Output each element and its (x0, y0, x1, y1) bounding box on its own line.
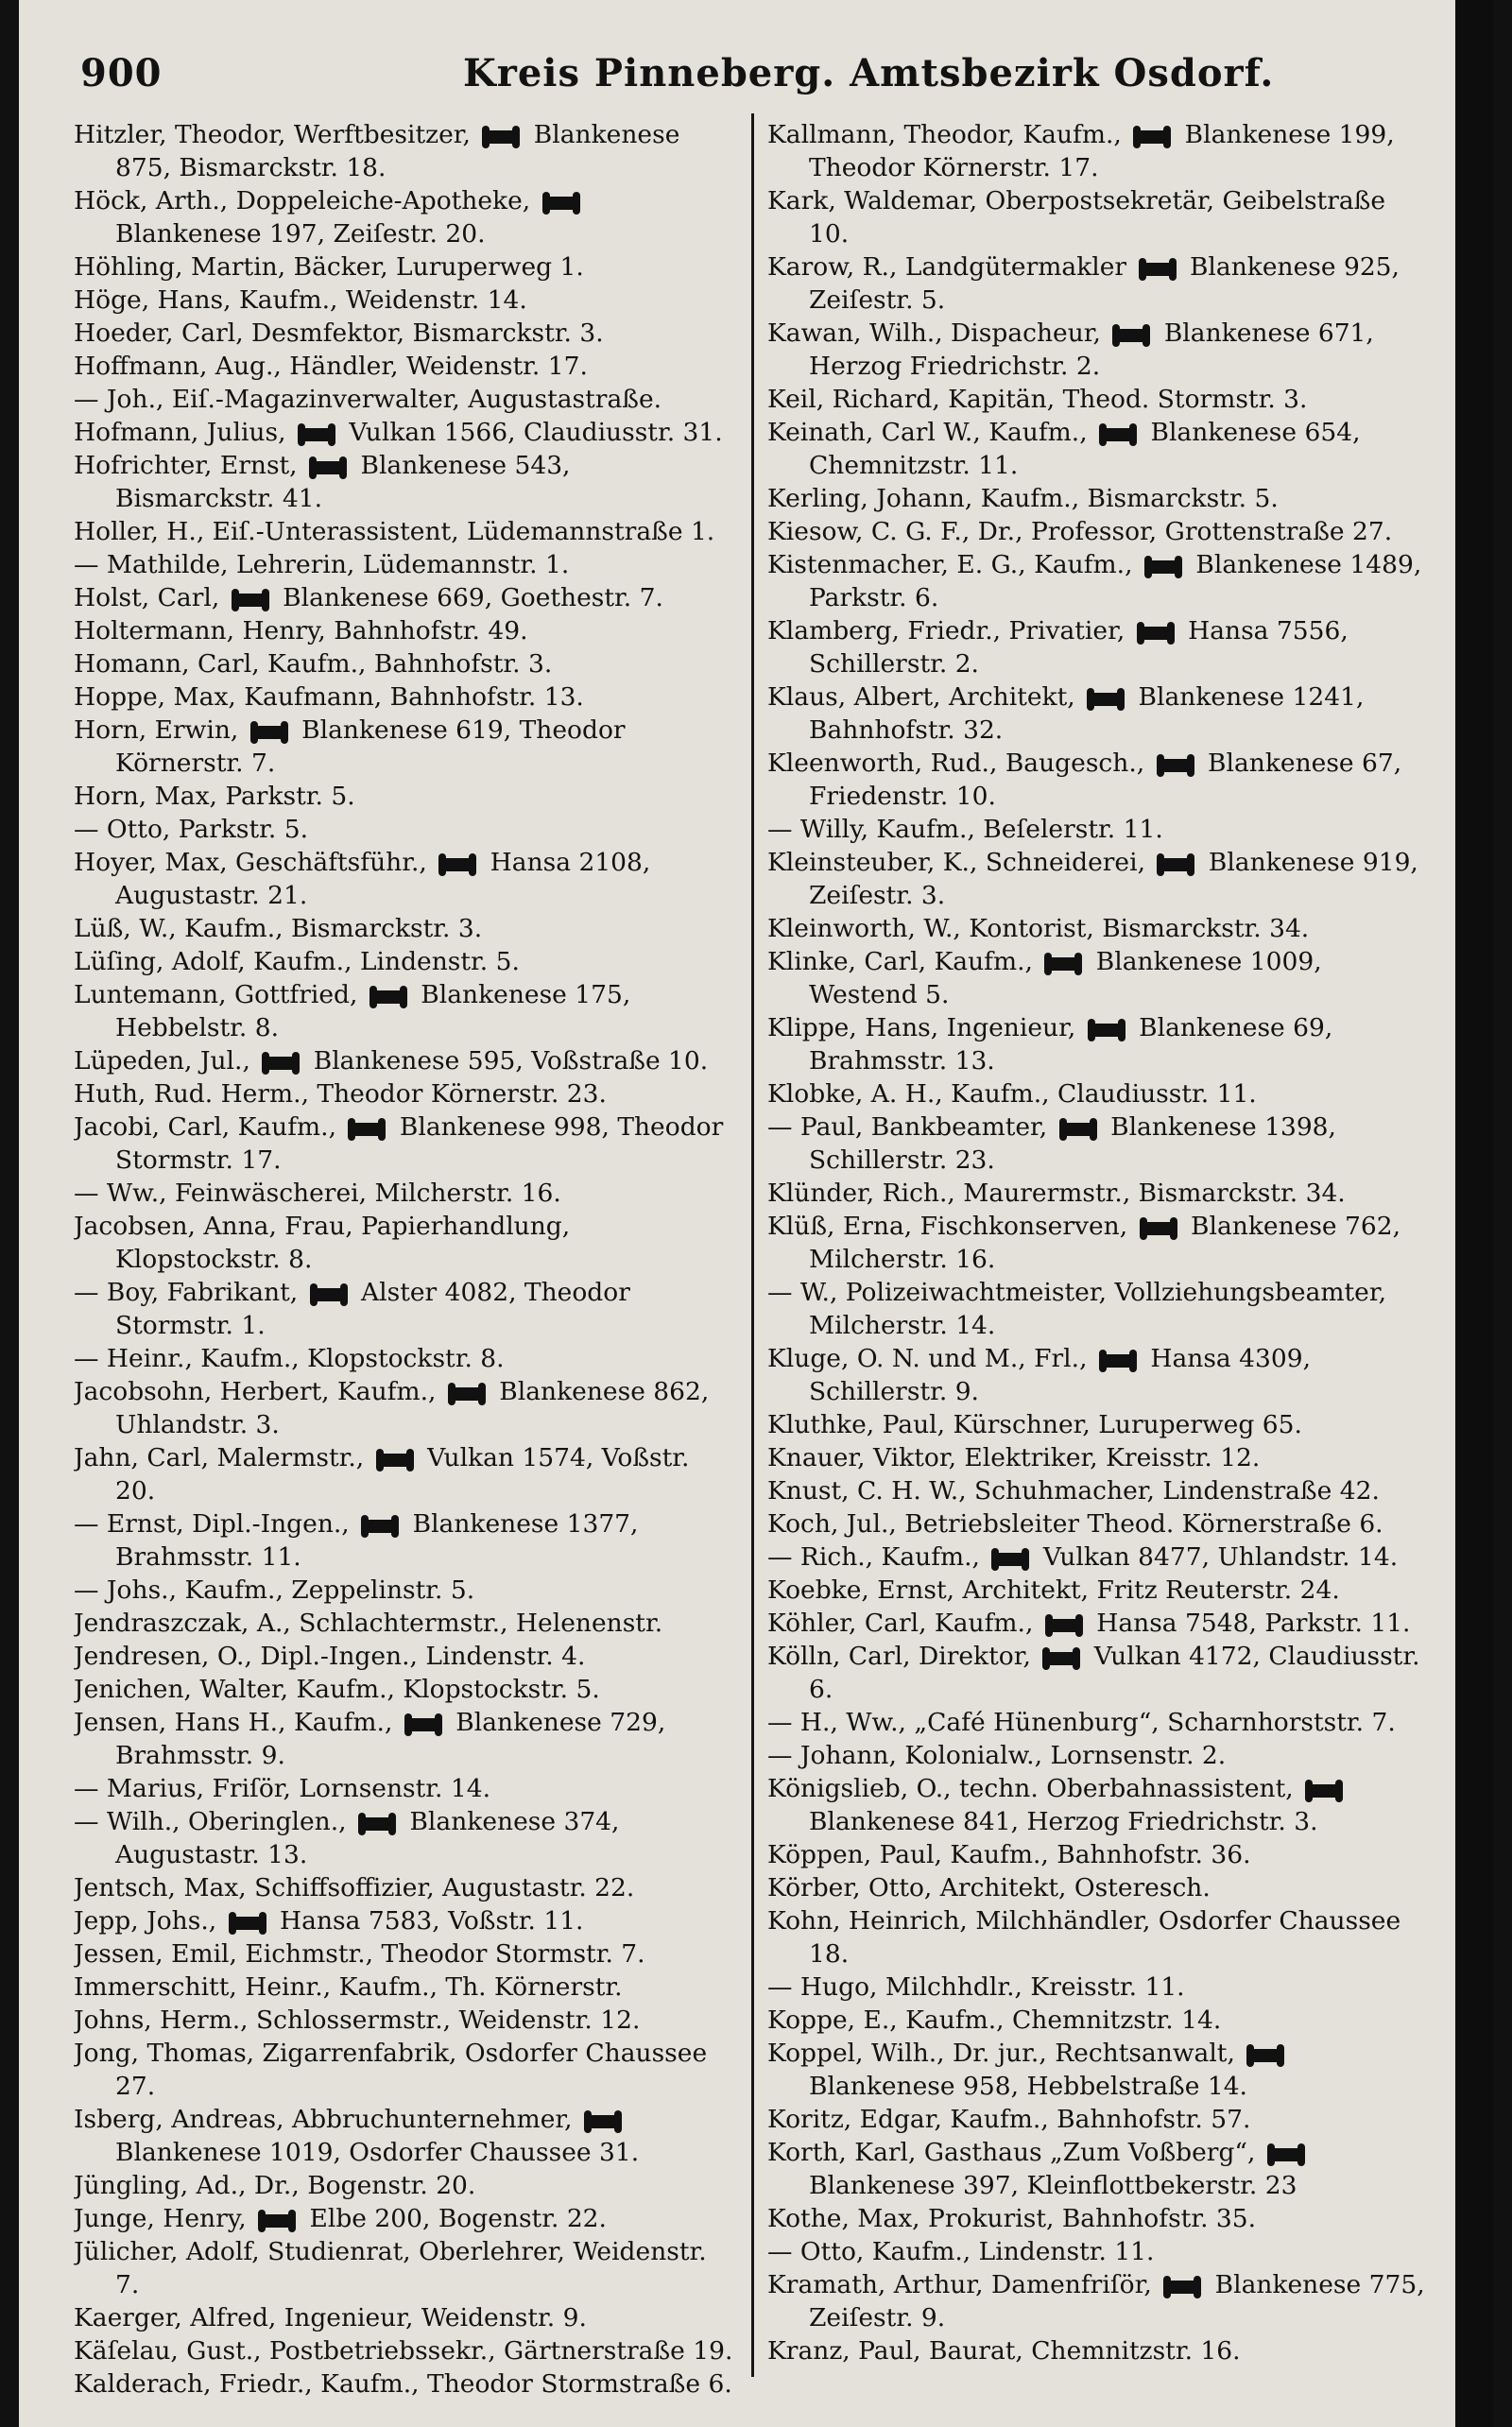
directory-entry (767, 1474, 1429, 1507)
entry-text: Blankenese 775, Zeiſestr. 9. (809, 2270, 1425, 2332)
telephone-icon (450, 1387, 484, 1401)
directory-entry (74, 647, 735, 680)
entry-text: Blankenese 998, Theodor Stormstr. 17. (115, 1112, 724, 1175)
directory-entry (74, 2202, 735, 2235)
telephone-icon (1047, 1619, 1081, 1632)
telephone-icon (1146, 560, 1180, 574)
telephone-icon (1101, 428, 1135, 441)
telephone-icon (1248, 2049, 1282, 2062)
telephone-icon (1139, 627, 1173, 640)
telephone-icon (993, 1553, 1027, 1566)
directory-entry (74, 250, 735, 284)
entry-text: Blankenese 1377, Brahmsstr. 11. (115, 1509, 639, 1572)
entry-text: — Otto, Kaufm., Lindenstr. 11. (767, 2237, 1155, 2266)
telephone-icon (1046, 957, 1080, 971)
telephone-icon (1061, 1123, 1095, 1136)
directory-entry (74, 945, 735, 978)
entry-text: — Willy, Kaufm., Beſelerstr. 11. (767, 815, 1163, 844)
telephone-icon (440, 858, 474, 871)
directory-entry (767, 1110, 1429, 1177)
entry-text: Vulkan 1574, Voßstr. 20. (115, 1443, 690, 1506)
telephone-icon (311, 461, 345, 474)
entry-text: Blankenese 1009, Westend 5. (809, 947, 1322, 1009)
entry-text: Klaus, Albert, Architekt, (767, 682, 1084, 712)
entry-text: Kölln, Carl, Direktor, (767, 1642, 1040, 1671)
entry-text: Kleenworth, Rud., Baugesch., (767, 749, 1153, 778)
entry-text: Holtermann, Henry, Bahnhofstr. 49. (74, 616, 528, 645)
directory-entry (767, 912, 1429, 945)
directory-entry (767, 515, 1429, 548)
entry-text: Blankenese 69, Brahmsstr. 13. (809, 1013, 1333, 1076)
entry-text: Kistenmacher, E. G., Kaufm., (767, 550, 1141, 579)
directory-entry (767, 1276, 1429, 1342)
entry-text: Isberg, Andreas, Abbruchunternehmer, (74, 2105, 581, 2134)
directory-entry (74, 2301, 735, 2334)
directory-entry (74, 416, 735, 449)
directory-entry (74, 383, 735, 416)
entry-text: Koebke, Ernst, Architekt, Fritz Reuterstr. 24. (767, 1575, 1340, 1605)
entry-text: — Marius, Friſör, Lornsenstr. 14. (74, 1774, 491, 1803)
entry-text: Jahn, Carl, Malermstr., (74, 1443, 372, 1472)
directory-entry (767, 1838, 1429, 1871)
directory-entry (74, 714, 735, 780)
entry-text: — Paul, Bankbeamter, (767, 1112, 1056, 1142)
directory-entry (767, 747, 1429, 813)
directory-entry (74, 284, 735, 317)
entry-text: Blankenese 919, Zeiſestr. 3. (809, 848, 1418, 910)
directory-entry (74, 2367, 735, 2401)
directory-entry (767, 1772, 1429, 1838)
telephone-icon (1089, 693, 1123, 706)
entry-text: Jong, Thomas, Zigarrenfabrik, Osdorfer Chaussee 27. (74, 2039, 708, 2101)
directory-entry (74, 2037, 735, 2103)
entry-text: — Johann, Kolonialw., Lornsenstr. 2. (767, 1741, 1227, 1770)
directory-entry (74, 1772, 735, 1805)
directory-entry (767, 1607, 1429, 1640)
entry-text: Blankenese 875, Bismarckstr. 18. (115, 120, 680, 182)
directory-entry (767, 2268, 1429, 2334)
entry-text: Huth, Rud. Herm., Theodor Körnerstr. 23. (74, 1079, 607, 1109)
directory-entry (767, 614, 1429, 680)
entry-text: Blankenese 762, Milcherstr. 16. (809, 1212, 1401, 1274)
entry-text: — Joh., Eiſ.-Magazinverwalter, Augustastraße. (74, 385, 662, 414)
directory-entry (74, 515, 735, 548)
telephone-icon (1165, 2281, 1199, 2294)
entry-text: Blankenese 619, Theodor Körnerstr. 7. (115, 715, 626, 778)
entry-text: Kluthke, Paul, Kürschner, Luruperweg 65. (767, 1410, 1302, 1439)
directory-entry (767, 1177, 1429, 1210)
entry-text: Höck, Arth., Doppeleiche-Apotheke, (74, 186, 539, 215)
entry-text: Jendresen, O., Dipl.-Ingen., Lindenstr. 4. (74, 1642, 586, 1671)
directory-entry (74, 1507, 735, 1574)
entry-text: Vulkan 8477, Uhlandstr. 14. (1035, 1542, 1399, 1572)
directory-entry (767, 1507, 1429, 1541)
entry-text: Blankenese 595, Voßstraße 10. (305, 1046, 709, 1076)
directory-entry (74, 350, 735, 383)
entry-text: Blankenese 1241, Bahnhofstr. 32. (809, 682, 1365, 745)
entry-text: Holler, H., Eiſ.-Unterassistent, Lüdemannstraße 1. (74, 517, 715, 546)
entry-text: Klobke, A. H., Kaufm., Claudiusstr. 11. (767, 1079, 1257, 1109)
directory-entry (767, 846, 1429, 912)
entry-text: Jacobsohn, Herbert, Kaufm., (74, 1377, 444, 1406)
telephone-icon (1044, 1652, 1078, 1665)
entry-text: Hoffmann, Aug., Händler, Weidenstr. 17. (74, 352, 588, 381)
directory-entry (767, 1541, 1429, 1574)
entry-text: Lüſing, Adolf, Kaufm., Lindenstr. 5. (74, 947, 520, 976)
entry-text: Hansa 7556, Schillerstr. 2. (809, 616, 1349, 679)
entry-text: Jendraszczak, A., Schlachtermstr., Helenenstr. (74, 1609, 663, 1638)
telephone-icon (350, 1123, 384, 1136)
directory-entry (767, 1739, 1429, 1772)
directory-entry (767, 2202, 1429, 2235)
directory-entry (767, 416, 1429, 482)
entry-text: Klippe, Hans, Ingenieur, (767, 1013, 1084, 1042)
directory-entry (74, 1574, 735, 1607)
entry-text: Hoeder, Carl, Desmfektor, Bismarckstr. 3. (74, 318, 604, 348)
entry-text: — Wilh., Oberinglen., (74, 1807, 355, 1836)
entry-text: Blankenese 397, Kleinflottbekerstr. 23 (809, 2171, 1297, 2200)
entry-text: Hansa 2108, Augustastr. 21. (115, 848, 651, 910)
entry-text: Klünder, Rich., Maurermstr., Bismarckstr. 34. (767, 1179, 1346, 1208)
telephone-icon (378, 1454, 412, 1467)
page-edge (1455, 0, 1493, 2427)
telephone-icon (231, 1917, 265, 1930)
directory-entry (74, 2103, 735, 2169)
entry-text: Blankenese 862, Uhlandstr. 3. (115, 1377, 710, 1439)
directory-entry (74, 1342, 735, 1375)
entry-text: Immerschitt, Heinr., Kaufm., Th. Körnerstr. (74, 1972, 623, 2002)
telephone-icon (1159, 759, 1193, 772)
entry-text: — Ernst, Dipl.-Ingen., (74, 1509, 358, 1539)
directory-entry (767, 2334, 1429, 2367)
telephone-icon (406, 1718, 440, 1731)
directory-entry (767, 1871, 1429, 1904)
directory-entry (767, 945, 1429, 1011)
entry-text: Kleinworth, W., Kontorist, Bismarckstr. 34. (767, 914, 1310, 943)
directory-entry (74, 780, 735, 813)
entry-text: Kluge, O. N. und M., Frl., (767, 1344, 1095, 1373)
entry-text: Kohn, Heinrich, Milchhändler, Osdorfer Chaussee 18. (767, 1906, 1401, 1969)
entry-text: Hoppe, Max, Kaufmann, Bahnhofstr. 13. (74, 682, 584, 712)
directory-entry (74, 548, 735, 581)
directory-entry (74, 449, 735, 515)
entry-text: Kiesow, C. G. F., Dr., Professor, Grottenstraße 27. (767, 517, 1393, 546)
entry-text: Blankenese 374, Augustastr. 13. (115, 1807, 620, 1869)
entry-text: Vulkan 1566, Claudiusstr. 31. (340, 418, 723, 447)
directory-entry (767, 813, 1429, 846)
directory-entry (74, 912, 735, 945)
entry-text: — Rich., Kaufm., (767, 1542, 988, 1572)
entry-text: Hansa 7583, Voßstr. 11. (271, 1906, 584, 1936)
directory-entry (767, 1441, 1429, 1474)
entry-text: Lüpeden, Jul., (74, 1046, 259, 1076)
entry-text: Köhler, Carl, Kaufm., (767, 1609, 1041, 1638)
entry-text: Johns, Herm., Schlossermstr., Weidenstr. 12. (74, 2005, 641, 2035)
entry-text: Koppe, E., Kaufm., Chemnitzstr. 14. (767, 2005, 1222, 2035)
telephone-icon (1141, 263, 1175, 276)
entry-text: Höge, Hans, Kaufm., Weidenstr. 14. (74, 285, 527, 315)
directory-entry (767, 2037, 1429, 2103)
entry-text: Jensen, Hans H., Kaufm., (74, 1708, 401, 1737)
telephone-icon (264, 1057, 298, 1070)
directory-entry (74, 1210, 735, 1276)
entry-text: Käſelau, Gust., Postbetriebssekr., Gärtnerstraße 19. (74, 2336, 733, 2366)
page-number: 900 (80, 51, 163, 95)
entry-text: Knust, C. H. W., Schuhmacher, Lindenstraße 42. (767, 1476, 1380, 1506)
entry-text: Horn, Max, Parkstr. 5. (74, 782, 355, 811)
entry-text: Blankenese 199, Theodor Körnerstr. 17. (809, 120, 1395, 182)
directory-entry (767, 250, 1429, 317)
entry-text: Jentsch, Max, Schiffsoffizier, Augustastr. 22. (74, 1873, 635, 1902)
directory-entry (74, 813, 735, 846)
entry-text: Kerling, Johann, Kaufm., Bismarckstr. 5. (767, 484, 1279, 513)
directory-entry (74, 184, 735, 250)
telephone-icon (1101, 1354, 1135, 1368)
entry-text: Karow, R., Landgütermakler (767, 252, 1135, 282)
directory-entry (767, 548, 1429, 614)
directory-entry (767, 1011, 1429, 1077)
entry-text: — Ww., Feinwäscherei, Milcherstr. 16. (74, 1179, 561, 1208)
entry-text: Jepp, Johs., (74, 1906, 225, 1936)
entry-text: Körber, Otto, Architekt, Osteresch. (767, 1873, 1211, 1902)
entry-text: — Johs., Kaufm., Zeppelinstr. 5. (74, 1575, 475, 1605)
directory-entry (74, 1706, 735, 1772)
directory-entry (74, 978, 735, 1044)
entry-text: Kallmann, Theodor, Kaufm., (767, 120, 1130, 149)
entry-text: Königslieb, O., techn. Oberbahnassistent, (767, 1774, 1302, 1803)
directory-entry (767, 1574, 1429, 1607)
entry-text: Kalderach, Friedr., Kaufm., Theodor Stormstraße 6. (74, 2369, 732, 2399)
telephone-icon (233, 594, 267, 607)
entry-text: Koppel, Wilh., Dr. jur., Rechtsanwalt, (767, 2039, 1244, 2068)
entry-text: Homann, Carl, Kaufm., Bahnhofstr. 3. (74, 649, 553, 679)
entry-text: Blankenese 1398, Schillerstr. 23. (809, 1112, 1336, 1175)
entry-text: Keil, Richard, Kapitän, Theod. Stormstr. 3. (767, 385, 1308, 414)
entry-text: Klamberg, Friedr., Privatier, (767, 616, 1133, 645)
telephone-icon (300, 428, 334, 441)
entry-text: — Boy, Fabrikant, (74, 1278, 306, 1307)
page-title: Kreis Pinneberg. Amtsbezirk Osdorf. (463, 51, 1275, 95)
directory-entry (74, 2004, 735, 2037)
telephone-icon (312, 1288, 346, 1301)
directory-entry (767, 2136, 1429, 2202)
left-column (74, 118, 735, 2405)
entry-text: Blankenese 654, Chemnitzstr. 11. (809, 418, 1361, 480)
telephone-icon (1307, 1784, 1341, 1798)
telephone-icon (371, 990, 405, 1004)
directory-entry (74, 680, 735, 714)
directory-page (19, 0, 1493, 2427)
entry-text: Hitzler, Theodor, Werftbesitzer, (74, 120, 479, 149)
entry-text: Kark, Waldemar, Oberpostsekretär, Geibelstraße 10. (767, 186, 1386, 249)
directory-entry (767, 1640, 1429, 1706)
entry-text: Jacobi, Carl, Kaufm., (74, 1112, 345, 1142)
telephone-icon (1090, 1024, 1124, 1037)
entry-text: Kranz, Paul, Baurat, Chemnitzstr. 16. (767, 2336, 1241, 2366)
directory-entry (74, 1937, 735, 1971)
entry-text: Jüngling, Ad., Dr., Bogenstr. 20. (74, 2171, 476, 2200)
directory-entry (74, 846, 735, 912)
column-divider (751, 113, 754, 2377)
entry-text: — Otto, Parkstr. 5. (74, 815, 309, 844)
entry-text: Blankenese 175, Hebbelstr. 8. (115, 980, 631, 1042)
telephone-icon (1159, 858, 1193, 871)
entry-text: Lüß, W., Kaufm., Bismarckstr. 3. (74, 914, 483, 943)
entry-text: Jessen, Emil, Eichmstr., Theodor Stormstr. 7. (74, 1939, 645, 1969)
directory-entry (767, 383, 1429, 416)
telephone-icon (260, 2214, 294, 2228)
directory-entry (767, 1077, 1429, 1110)
entry-text: Junge, Henry, (74, 2204, 255, 2233)
directory-entry (767, 1342, 1429, 1408)
telephone-icon (363, 1520, 397, 1533)
entry-text: Kothe, Max, Prokurist, Bahnhofstr. 35. (767, 2204, 1257, 2233)
directory-entry (74, 1177, 735, 1210)
telephone-icon (252, 726, 286, 739)
entry-text: Jacobsen, Anna, Frau, Papierhandlung, Klopstockstr. 8. (74, 1212, 571, 1274)
directory-entry (74, 1673, 735, 1706)
entry-text: Jülicher, Adolf, Studienrat, Oberlehrer, Weidenstr. 7. (74, 2237, 707, 2299)
page-header (57, 47, 1474, 104)
entry-text: Blankenese 67, Friedenstr. 10. (809, 749, 1402, 811)
entry-text: Kleinsteuber, K., Schneiderei, (767, 848, 1154, 877)
telephone-icon (586, 2115, 620, 2128)
directory-entry (74, 1971, 735, 2004)
entry-text: Hofrichter, Ernst, (74, 451, 306, 480)
entry-text: Alster 4082, Theodor Stormstr. 1. (115, 1278, 630, 1340)
entry-text: Blankenese 1489, Parkstr. 6. (809, 550, 1422, 612)
entry-text: Klinke, Carl, Kaufm., (767, 947, 1041, 976)
entry-text: — Heinr., Kaufm., Klopstockstr. 8. (74, 1344, 505, 1373)
entry-text: Kramath, Arthur, Damenfriſör, (767, 2270, 1160, 2299)
telephone-icon (544, 197, 578, 210)
directory-entry (74, 1276, 735, 1342)
entry-text: Blankenese 925, Zeiſestr. 5. (809, 252, 1400, 315)
directory-entry (74, 1077, 735, 1110)
entry-text: Keinath, Carl W., Kaufm., (767, 418, 1096, 447)
entry-text: Kawan, Wilh., Dispacheur, (767, 318, 1109, 348)
entry-text: Jenichen, Walter, Kaufm., Klopstockstr. 5. (74, 1675, 600, 1704)
entry-text: Horn, Erwin, (74, 715, 247, 745)
entry-text: — W., Polizeiwachtmeister, Vollziehungsbeamter, Milcherstr. 14. (767, 1278, 1387, 1340)
entry-text: Elbe 200, Bogenstr. 22. (301, 2204, 607, 2233)
directory-entry (767, 2004, 1429, 2037)
telephone-icon (484, 130, 518, 144)
telephone-icon (1269, 2148, 1303, 2161)
directory-entry (767, 1706, 1429, 1739)
entry-text: — Hugo, Milchhdlr., Kreisstr. 11. (767, 1972, 1185, 2002)
entry-text: Blankenese 543, Bismarckstr. 41. (115, 451, 571, 513)
entry-text: Koritz, Edgar, Kaufm., Bahnhofstr. 57. (767, 2105, 1251, 2134)
directory-entry (767, 1971, 1429, 2004)
directory-entry (74, 614, 735, 647)
entry-text: Hansa 7548, Parkstr. 11. (1088, 1609, 1411, 1638)
telephone-icon (360, 1817, 394, 1831)
directory-entry (74, 1375, 735, 1441)
entry-text: Blankenese 197, Zeiſestr. 20. (115, 219, 486, 249)
entry-text: Koch, Jul., Betriebsleiter Theod. Körnerstraße 6. (767, 1509, 1383, 1539)
directory-entry (767, 317, 1429, 383)
entry-text: Holst, Carl, (74, 583, 228, 612)
entry-text: — H., Ww., „Café Hünenburg“, Scharnhorststr. 7. (767, 1708, 1396, 1737)
entry-text: Hoyer, Max, Geschäftsführ., (74, 848, 436, 877)
directory-entry (74, 2334, 735, 2367)
entry-text: Hansa 4309, Schillerstr. 9. (809, 1344, 1312, 1406)
entry-text: Köppen, Paul, Kaufm., Bahnhofstr. 36. (767, 1840, 1251, 1869)
directory-entry (74, 118, 735, 184)
entry-text: Knauer, Viktor, Elektriker, Kreisstr. 12. (767, 1443, 1261, 1472)
directory-entry (767, 680, 1429, 747)
telephone-icon (1142, 1222, 1176, 1235)
directory-entry (74, 1044, 735, 1077)
entry-text: Luntemann, Gottfried, (74, 980, 366, 1009)
directory-entry (74, 2169, 735, 2202)
directory-entry (767, 482, 1429, 515)
entry-text: Kaerger, Alfred, Ingenieur, Weidenstr. 9. (74, 2303, 587, 2332)
right-column (767, 118, 1429, 2405)
directory-entry (767, 1210, 1429, 1276)
directory-entry (767, 2235, 1429, 2268)
entry-text: Blankenese 958, Hebbelstraße 14. (809, 2072, 1247, 2101)
telephone-icon (1135, 130, 1169, 144)
directory-entry (74, 317, 735, 350)
entry-text: Blankenese 669, Goethestr. 7. (274, 583, 663, 612)
directory-entry (74, 1805, 735, 1871)
directory-entry (767, 2103, 1429, 2136)
entry-text: — Mathilde, Lehrerin, Lüdemannstr. 1. (74, 550, 570, 579)
directory-entry (74, 1871, 735, 1904)
telephone-icon (1114, 329, 1148, 342)
directory-entry (767, 1408, 1429, 1441)
directory-entry (74, 1904, 735, 1937)
entry-text: Korth, Karl, Gasthaus „Zum Voßberg“, (767, 2138, 1263, 2167)
directory-entry (767, 1904, 1429, 1971)
entry-text: Hofmann, Julius, (74, 418, 294, 447)
directory-entry (74, 2235, 735, 2301)
entry-text: Höhling, Martin, Bäcker, Luruperweg 1. (74, 252, 584, 282)
entry-text: Blankenese 841, Herzog Friedrichstr. 3. (809, 1807, 1318, 1836)
entry-text: Vulkan 4172, Claudiusstr. 6. (809, 1642, 1420, 1704)
directory-entry (74, 581, 735, 614)
entry-text: Blankenese 729, Brahmsstr. 9. (115, 1708, 666, 1770)
entry-text: Blankenese 1019, Osdorfer Chaussee 31. (115, 2138, 640, 2167)
directory-entry (767, 118, 1429, 184)
directory-entry (74, 1607, 735, 1640)
directory-entry (74, 1110, 735, 1177)
entry-text: Klüß, Erna, Fischkonserven, (767, 1212, 1136, 1241)
entry-text: Blankenese 671, Herzog Friedrichstr. 2. (809, 318, 1374, 381)
directory-entry (767, 184, 1429, 250)
directory-entry (74, 1640, 735, 1673)
directory-entry (74, 1441, 735, 1507)
